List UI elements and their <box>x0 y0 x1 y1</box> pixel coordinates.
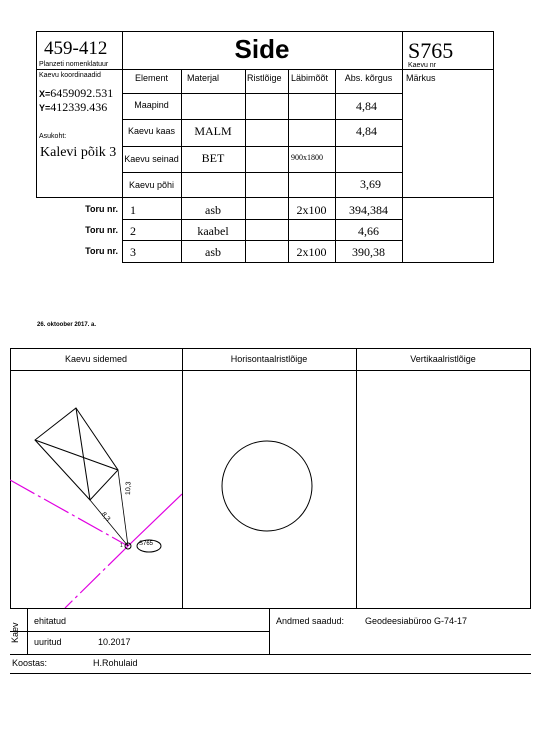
panel-title-horizontal: Horisontaalristlõige <box>230 354 308 364</box>
col-remark: Märkus <box>406 73 436 83</box>
coords-caption: Kaevu koordinaadid <box>39 72 101 79</box>
pipe-label: Toru nr. <box>85 204 118 214</box>
row-height: 3,69 <box>360 177 381 191</box>
col-height: Abs. kõrgus <box>344 73 393 83</box>
dimension-label: 8,3 <box>99 511 112 523</box>
side-label: Kaev <box>10 622 20 643</box>
row-diameter: 900x1800 <box>291 153 323 162</box>
data-source-value: Geodeesiabüroo G-74-17 <box>365 616 468 626</box>
col-material: Materjal <box>187 73 220 83</box>
well-label: S765 <box>139 541 154 547</box>
built-label: ehitatud <box>34 616 67 626</box>
building-outline <box>35 408 118 500</box>
measured-label: uuritud <box>34 637 62 647</box>
row-element: Kaevu põhi <box>128 180 175 190</box>
pipe-height: 390,38 <box>352 245 385 259</box>
author-label: Koostas: <box>12 658 48 668</box>
pipe-material: kaabel <box>197 224 229 238</box>
pipe-label: Toru nr. <box>85 225 118 235</box>
col-diameter: Läbimõõt <box>291 73 329 83</box>
well-caption: Kaevu nr <box>408 62 437 69</box>
connections-sketch <box>10 370 182 608</box>
measured-value: 10.2017 <box>98 637 131 647</box>
pipe-num: 2 <box>130 224 136 238</box>
pipe-label: Toru nr. <box>85 246 118 256</box>
pipe-material: asb <box>205 203 221 217</box>
well-index: 1 <box>120 543 123 549</box>
sheet-caption: Planzeti nomenklatuur <box>39 61 109 68</box>
coord-x: X=6459092.531 <box>39 86 114 100</box>
col-cross: Ristlõige <box>247 73 282 83</box>
row-material: MALM <box>194 124 232 138</box>
row-material: BET <box>201 151 225 165</box>
row-height: 4,84 <box>356 124 377 138</box>
data-source-label: Andmed saadud: <box>276 616 345 626</box>
pipe-diameter: 2x100 <box>296 203 327 217</box>
row-element: Kaevu kaas <box>127 126 176 136</box>
dimension-label: 10,3 <box>125 481 133 496</box>
sheet-number: 459-412 <box>44 38 108 59</box>
row-height: 4,84 <box>356 99 377 113</box>
pipe-line <box>65 546 128 608</box>
manhole-circle <box>222 441 312 531</box>
row-element: Maapind <box>134 100 169 110</box>
location-value: Kalevi põik 3 <box>40 145 117 160</box>
pipe-line <box>128 494 182 546</box>
col-element: Element <box>134 73 169 83</box>
panel-title-vertical: Vertikaalristlõige <box>410 354 476 364</box>
pipe-height: 394,384 <box>349 203 388 217</box>
row-element: Kaevu seinad <box>124 154 179 164</box>
panel-title-connections: Kaevu sidemed <box>64 354 128 364</box>
pipe-num: 1 <box>130 203 136 217</box>
author-value: H.Rohulaid <box>93 658 138 668</box>
pipe-material: asb <box>205 245 221 259</box>
well-number: S765 <box>408 38 454 63</box>
pipe-height: 4,66 <box>358 224 379 238</box>
location-label: Asukoht: <box>39 133 67 140</box>
pipe-num: 3 <box>130 245 136 259</box>
horizontal-section <box>182 370 356 608</box>
page-title: Side <box>234 34 290 64</box>
date-line: 26. oktoober 2017. a. <box>37 322 97 328</box>
coord-y: Y=412339.436 <box>39 100 108 114</box>
pipe-line <box>10 480 128 546</box>
pipe-diameter: 2x100 <box>296 245 327 259</box>
